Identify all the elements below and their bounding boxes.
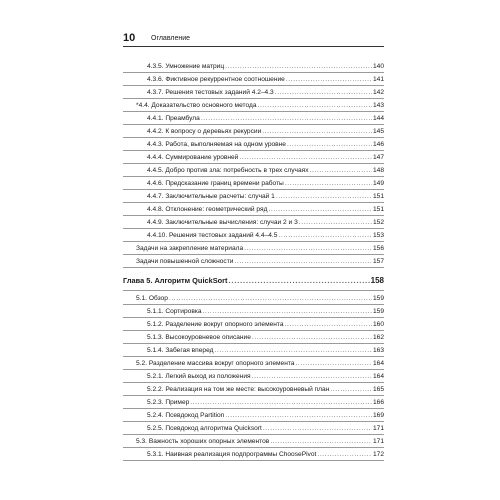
toc-entry[interactable] (136, 101, 384, 110)
toc-entry-page: 146 (372, 141, 384, 148)
leader-dots (258, 101, 372, 110)
toc-entry[interactable] (147, 88, 384, 97)
toc-entry-page: 152 (372, 219, 384, 226)
row-rule (123, 408, 384, 409)
toc-entry[interactable] (136, 359, 384, 368)
toc-entry[interactable] (147, 411, 384, 420)
toc-entry[interactable] (147, 192, 384, 201)
toc-entry-title: 5.2.2. Реализация на том же месте: высокоуровневый план (147, 386, 330, 393)
toc-entry-title: 5.2.1. Легкий выход из положения (147, 373, 251, 380)
toc-entry[interactable] (147, 140, 384, 149)
leader-dots (268, 205, 372, 214)
leader-dots (234, 257, 372, 266)
row-rule (123, 228, 384, 229)
toc-entry[interactable] (136, 257, 384, 266)
leader-dots (252, 333, 372, 342)
leader-dots (286, 75, 372, 84)
row-rule (123, 343, 384, 344)
leader-dots (203, 307, 372, 316)
toc-entry-page: 163 (372, 347, 384, 354)
toc-entry-page: 171 (372, 425, 384, 432)
toc-entry-page: 148 (372, 167, 384, 174)
row-rule (123, 85, 384, 86)
toc-entry[interactable] (147, 127, 384, 136)
toc-entry[interactable] (136, 294, 384, 303)
toc-entry-title: 4.4.1. Преамбула (147, 115, 200, 122)
toc-entry-title: 4.3.6. Фиктивное рекуррентное соотношение (147, 76, 285, 83)
leader-dots (270, 437, 372, 446)
toc-entry-title: 5.2. Разделение массива вокруг опорного элемента (136, 360, 295, 367)
row-rule (123, 304, 384, 305)
toc-entry-page: 171 (372, 438, 384, 445)
leader-dots (263, 424, 372, 433)
toc-entry-title: 5.1. Обзор (136, 295, 168, 302)
header-title: Оглавление (151, 35, 191, 42)
row-rule (123, 176, 384, 177)
toc-entry-title: 4.4.4. Суммирование уровней (147, 154, 239, 161)
toc-entry[interactable] (147, 205, 384, 214)
toc-entry-page: 142 (372, 89, 384, 96)
toc-entry[interactable] (147, 166, 384, 175)
toc-entry-title: 5.1.2. Разделение вокруг опорного элемента (147, 321, 284, 328)
toc-entry-page: 144 (372, 115, 384, 122)
row-rule (123, 421, 384, 422)
toc-entry-page: 151 (372, 193, 384, 200)
row-rule (123, 150, 384, 151)
row-rule (123, 317, 384, 318)
row-rule (123, 241, 384, 242)
row-rule (123, 163, 384, 164)
leader-dots (310, 166, 372, 175)
toc-entry-page: 153 (372, 232, 384, 239)
leader-dots (285, 179, 372, 188)
toc-entry-page: 164 (372, 360, 384, 367)
row-rule (123, 447, 384, 448)
leader-dots (190, 398, 372, 407)
toc-entry-title: 4.4.7. Заключительные расчеты: случай 1 (147, 193, 275, 200)
toc-entry-title: Глава 5. Алгоритм QuickSort (123, 276, 228, 285)
toc-entry-page: 143 (372, 102, 384, 109)
row-rule (123, 369, 384, 370)
leader-dots (295, 359, 372, 368)
toc-entry-title: 4.3.5. Умножение матриц (147, 63, 225, 70)
toc-entry[interactable] (147, 372, 384, 381)
row-rule (123, 202, 384, 203)
leader-dots (225, 62, 372, 71)
page-number: 10 (123, 32, 136, 44)
toc-entry[interactable] (147, 333, 384, 342)
toc-entry[interactable] (147, 153, 384, 162)
leader-dots (330, 385, 372, 394)
toc-entry[interactable] (147, 424, 384, 433)
row-rule (123, 215, 384, 216)
toc-entry-page: 149 (372, 180, 384, 187)
leader-dots (244, 244, 372, 253)
toc-entry-page: 166 (372, 399, 384, 406)
leader-dots (225, 411, 372, 420)
toc-entry-page: 147 (372, 154, 384, 161)
toc-entry[interactable] (147, 307, 384, 316)
toc-entry[interactable] (147, 75, 384, 84)
leader-dots (285, 320, 372, 329)
toc-entry[interactable] (147, 179, 384, 188)
toc-entry-title: 4.4.6. Предсказание границ времени работы (147, 180, 284, 187)
toc-entry-title: 4.4.8. Отклонение: геометрический ряд (147, 206, 268, 213)
row-rule (123, 111, 384, 112)
toc-entry[interactable] (147, 450, 384, 459)
row-rule (123, 267, 384, 268)
toc-entry-page: 169 (372, 412, 384, 419)
toc-entry[interactable] (147, 346, 384, 355)
toc-entry-title: 4.3.7. Решения тестовых заданий 4.2–4.3 (147, 89, 274, 96)
toc-entry-page: 141 (372, 76, 384, 83)
row-rule (123, 98, 384, 99)
toc-entry-title: Задачи повышенной сложности (136, 258, 234, 265)
toc-chapter-entry[interactable] (123, 276, 384, 285)
leader-dots (252, 372, 372, 381)
toc-entry-title: 4.4.9. Заключительные вычисления: случаи 2 и 3 (147, 219, 298, 226)
toc-entry-page: 157 (372, 258, 384, 265)
toc-entry[interactable] (147, 218, 384, 227)
toc-entry-title: 5.3. Важность хороших опорных элементов (136, 438, 270, 445)
toc-entry-page: 151 (372, 206, 384, 213)
row-rule (123, 137, 384, 138)
toc-entry-title: Задачи на закрепление материала (136, 245, 244, 252)
toc-entry-page: 156 (372, 245, 384, 252)
toc-entry-title: *4.4. Доказательство основного метода (136, 102, 257, 109)
leader-dots (317, 450, 372, 459)
leader-dots (275, 88, 372, 97)
toc-entry-title: 5.3.1. Наивная реализация подпрограммы ChoosePivot (147, 451, 317, 458)
toc-entry-page: 159 (372, 295, 384, 302)
toc-entry-page: 162 (372, 334, 384, 341)
leader-dots (239, 153, 372, 162)
toc-entry-title: 4.4.3. Работа, выполняемая на одном уровне (147, 141, 286, 148)
row-rule (123, 72, 384, 73)
toc-entry-page: 172 (372, 451, 384, 458)
toc-entry-title: 5.1.4. Забегая вперед (147, 347, 214, 354)
toc-entry-page: 140 (372, 63, 384, 70)
leader-dots (169, 294, 372, 303)
toc-entry-title: 4.4.5. Добро против зла: потребность в трех случаях (147, 167, 309, 174)
row-rule (123, 290, 384, 291)
leader-dots (262, 127, 372, 136)
row-rule (123, 189, 384, 190)
toc-entry-title: 5.2.5. Псевдокод алгоритма Quicksort (147, 425, 262, 432)
toc-entry-title: 5.2.3. Пример (147, 399, 190, 406)
toc-entry-title: 5.1.3. Высокоуровневое описание (147, 334, 251, 341)
row-rule (123, 254, 384, 255)
leader-dots (201, 114, 372, 123)
toc-entry-page: 158 (370, 276, 384, 285)
row-rule (123, 395, 384, 396)
toc-entry-page: 160 (372, 321, 384, 328)
leader-dots (214, 346, 372, 355)
toc-entry-title: 5.1.1. Сортировка (147, 308, 202, 315)
toc-entry[interactable] (147, 320, 384, 329)
toc-entry-title: 4.4.2. К вопросу о деревьях рекурсии (147, 128, 262, 135)
toc-entry-page: 159 (372, 308, 384, 315)
toc-entry[interactable] (147, 385, 384, 394)
row-rule (123, 382, 384, 383)
toc-entry[interactable] (147, 62, 384, 71)
leader-dots (287, 140, 372, 149)
toc-entry[interactable] (147, 231, 384, 240)
toc-entry[interactable] (147, 114, 384, 123)
row-rule (123, 330, 384, 331)
toc-entry-page: 145 (372, 128, 384, 135)
toc-entry-page: 165 (372, 386, 384, 393)
row-rule (123, 434, 384, 435)
row-rule (123, 460, 384, 461)
leader-dots (229, 276, 370, 285)
toc-entry-page: 164 (372, 373, 384, 380)
row-rule (123, 356, 384, 357)
leader-dots (276, 192, 372, 201)
toc-entry-title: 5.2.4. Псевдокод Partition (147, 412, 225, 419)
toc-entry[interactable] (136, 244, 384, 253)
toc-entry[interactable] (147, 398, 384, 407)
toc-entry[interactable] (136, 437, 384, 446)
leader-dots (278, 231, 372, 240)
toc-entry-title: 4.4.10. Решения тестовых заданий 4.4–4.5 (147, 232, 278, 239)
leader-dots (299, 218, 372, 227)
row-rule (123, 124, 384, 125)
